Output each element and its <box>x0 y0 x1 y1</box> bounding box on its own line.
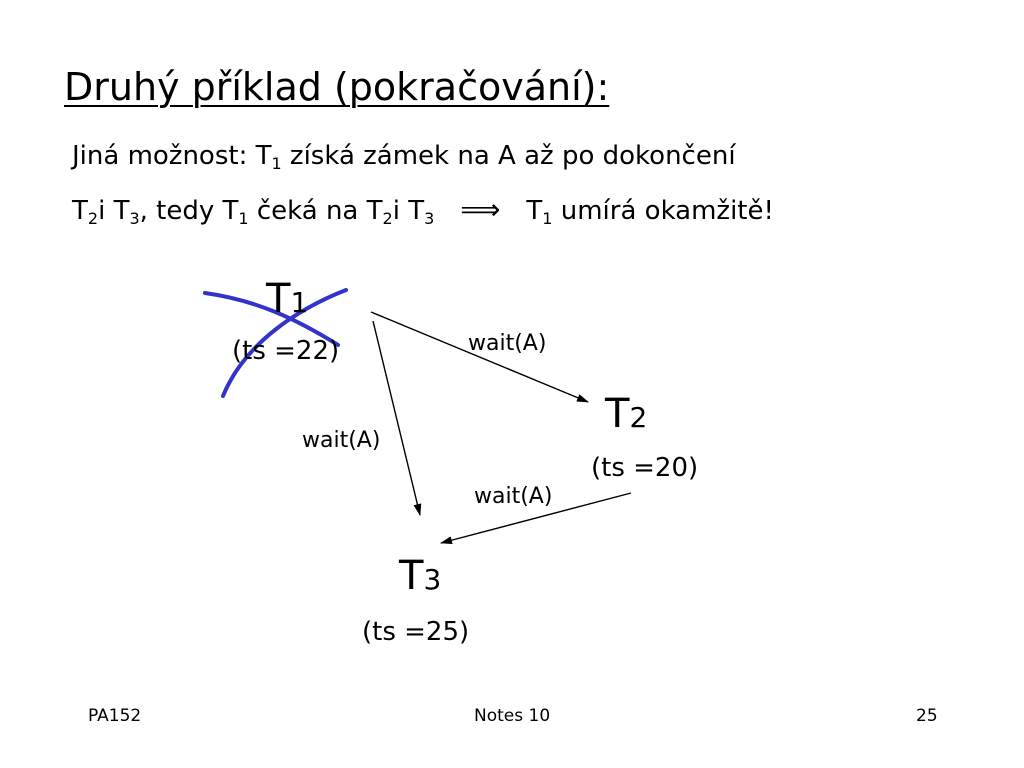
line1-sub-1: 1 <box>271 154 282 173</box>
line2-res-tail: umírá okamžitě! <box>552 196 774 226</box>
line2-sub-t3: 3 <box>129 209 140 228</box>
node-t2-label <box>605 391 648 437</box>
edge-label-t1-t2: wait(A) <box>468 331 547 356</box>
edge-t1-t2-arrow <box>371 312 588 402</box>
node-t3-timestamp: (ts =25) <box>362 617 470 647</box>
line2-i2: i T <box>392 196 425 226</box>
implies-arrow-icon: ⟹ <box>460 193 501 226</box>
edge-label-t2-t3: wait(A) <box>474 484 553 509</box>
node-t3-letter: T <box>399 553 424 599</box>
node-t1-label <box>266 276 309 322</box>
node-t2-letter: T <box>605 391 630 437</box>
line2-res: T <box>526 196 543 226</box>
line2-sub-t1: 1 <box>238 209 249 228</box>
node-t3-label <box>399 553 442 599</box>
slide-title: Druhý příklad (pokračování): <box>64 65 610 109</box>
node-t1-letter: T <box>266 276 291 322</box>
edge-t1-t3-arrow <box>373 321 420 515</box>
node-t2-sub: 2 <box>629 401 648 434</box>
line2-sub-t2b: 2 <box>382 209 393 228</box>
line2-mid: , tedy T <box>139 196 239 226</box>
line2-t2: T <box>72 196 88 226</box>
line1-text-a: Jiná možnost: T <box>72 141 272 171</box>
line2-sub-t3b: 3 <box>424 209 435 228</box>
line2-sub-t2: 2 <box>87 209 99 228</box>
line2-i1: i T <box>98 196 130 226</box>
node-t2-timestamp: (ts =20) <box>591 453 699 483</box>
footer-notes: Notes 10 <box>474 706 551 726</box>
line1-text-b: získá zámek na A až po dokončení <box>281 141 736 171</box>
line2-sub-res: 1 <box>542 209 553 228</box>
edge-label-t1-t3: wait(A) <box>302 428 381 453</box>
node-t1-timestamp: (ts =22) <box>232 336 340 366</box>
node-t1-sub: 1 <box>290 286 309 319</box>
footer-page-number: 25 <box>916 706 938 726</box>
line2-waits: čeká na T <box>248 196 383 226</box>
footer-course: PA152 <box>88 706 142 726</box>
node-t3-sub: 3 <box>423 563 442 596</box>
